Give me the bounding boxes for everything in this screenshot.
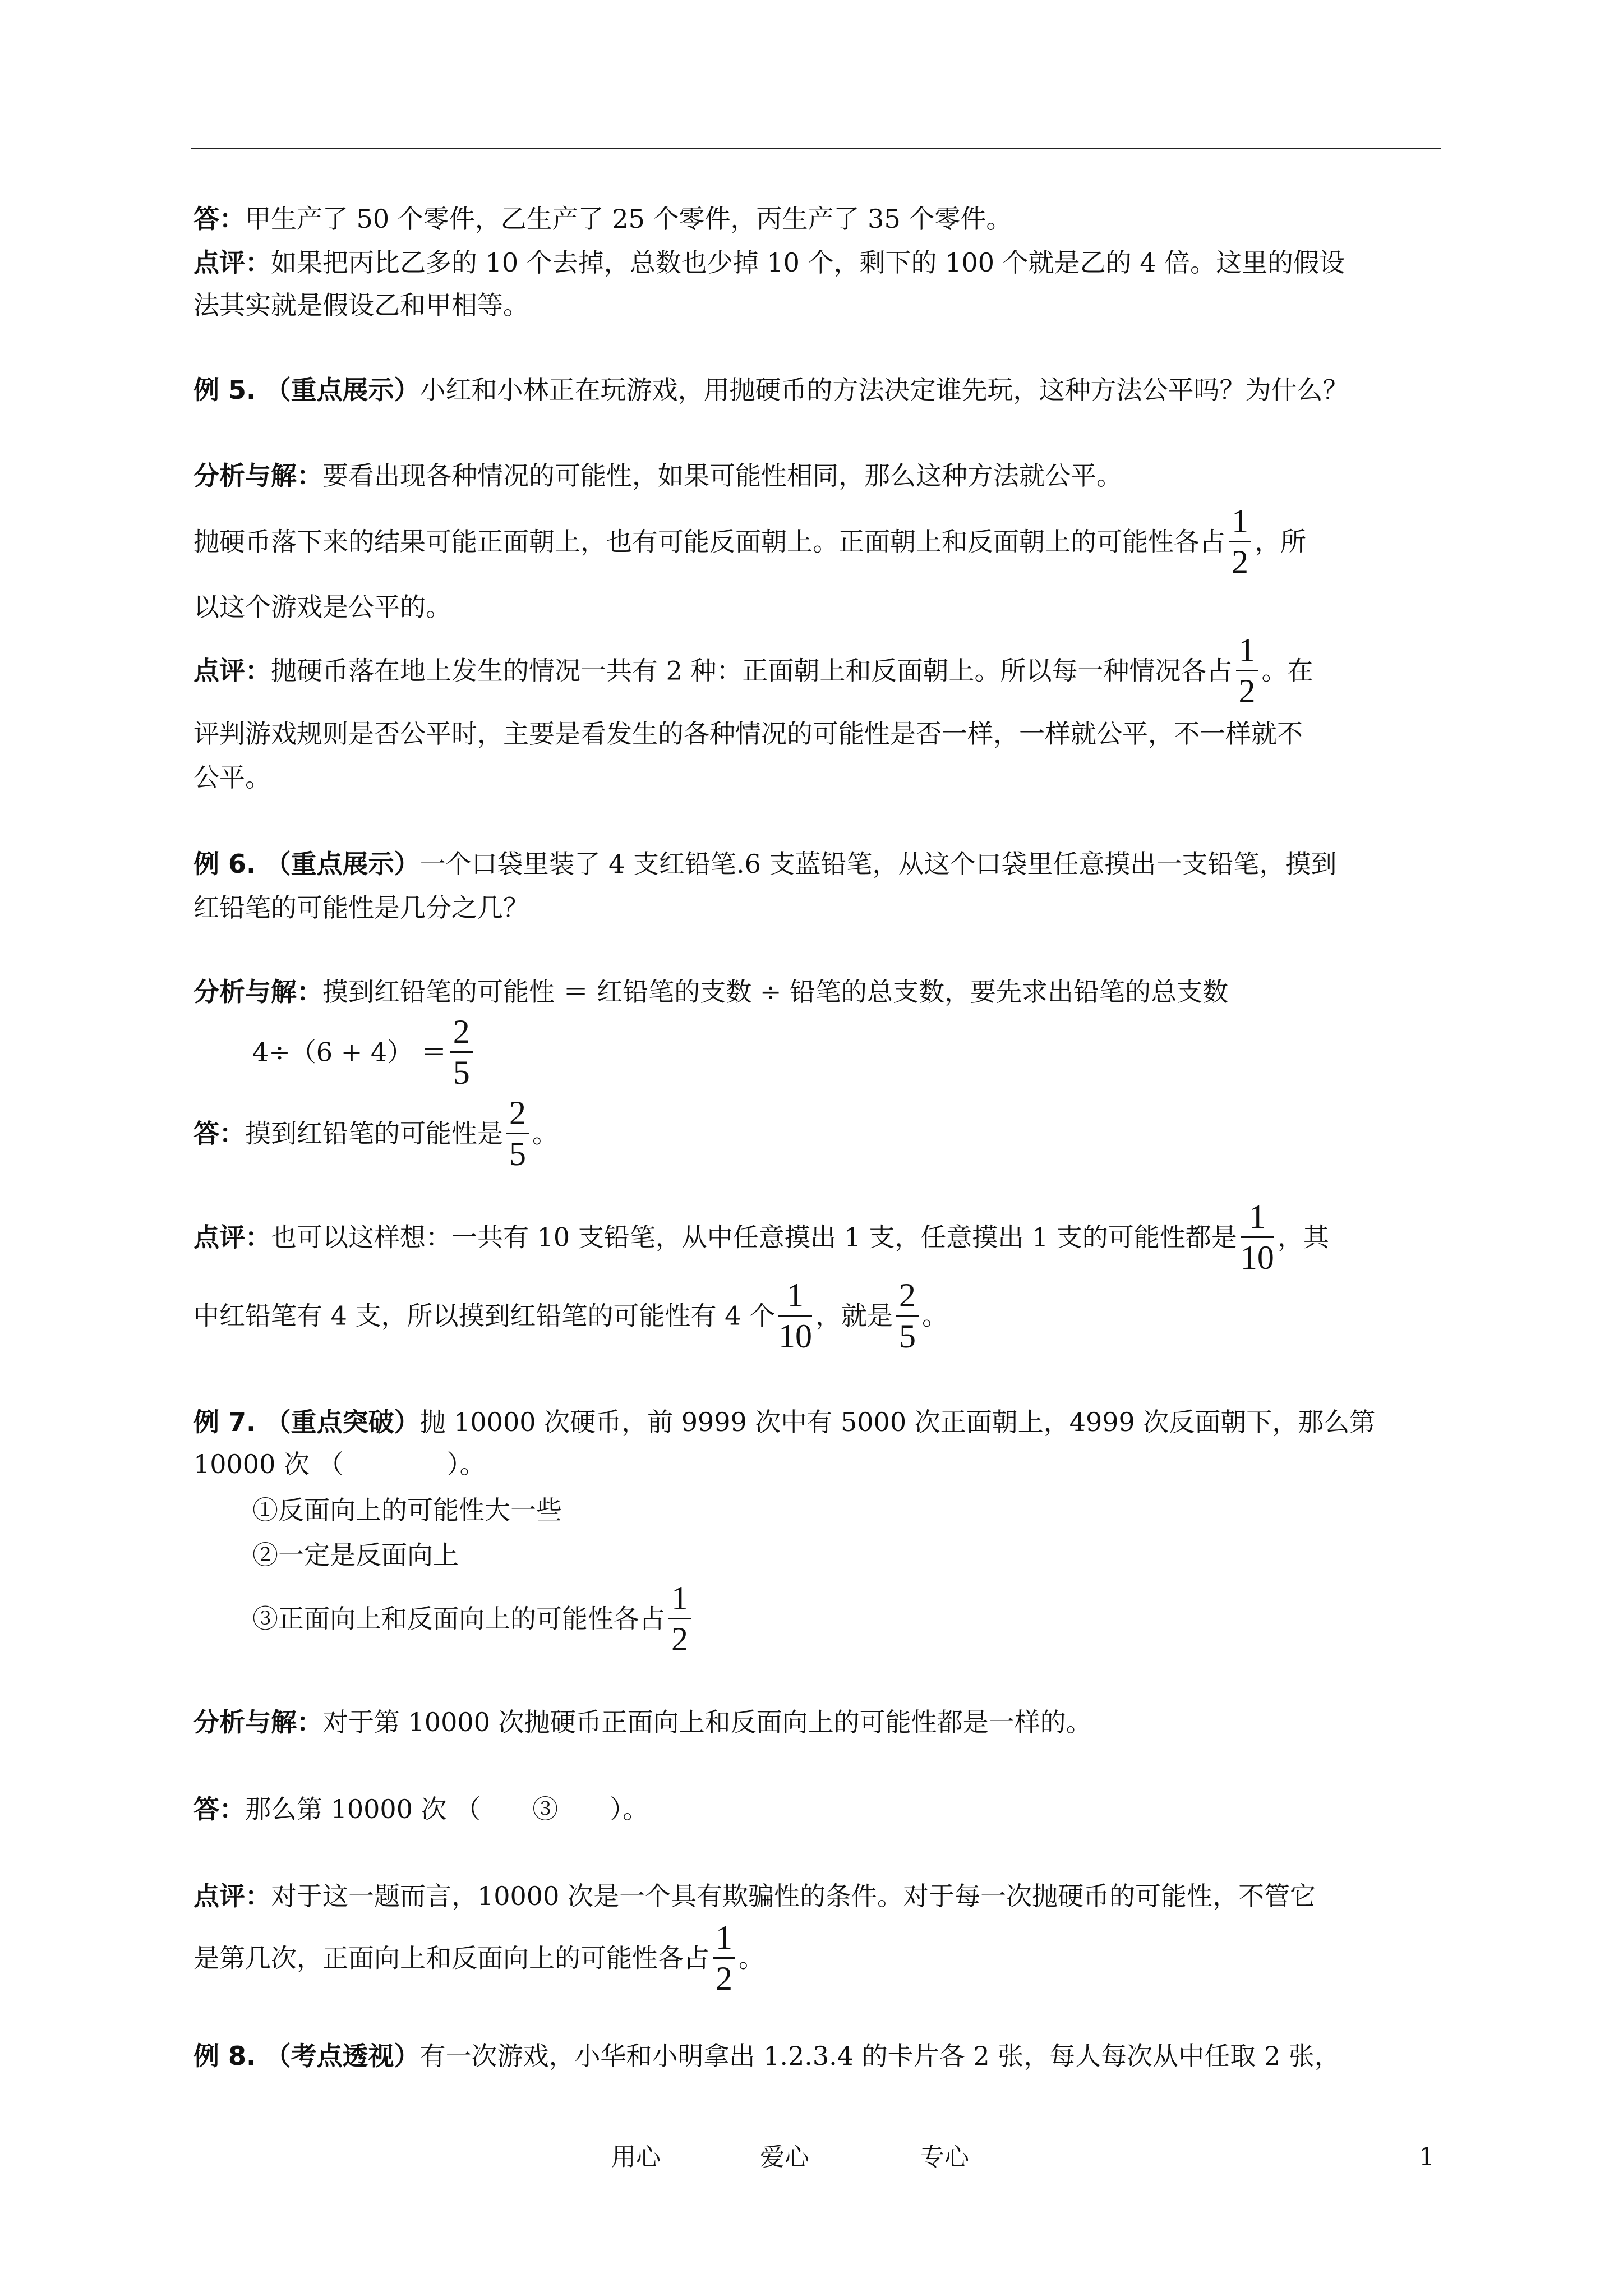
example-5-comment: 点评：抛硬币落在地上发生的情况一共有 2 种：正面朝上和反面朝上。所以每一种情况各占 $\frac{1}{2}$ 。在 <box>193 632 1313 710</box>
example-5-comment-3: 公平。 <box>193 762 271 793</box>
comment-line: 点评：如果把丙比乙多的 10 个去掉，总数也少掉 10 个，剩下的 100 个就是乙的 4 倍。这里的假设 <box>193 247 1345 278</box>
footer-text-3: 专心 <box>920 2143 969 2171</box>
fraction-two-fifths: $\frac{2}{5}$ <box>450 1013 473 1091</box>
example-6-answer: 答：摸到红铅笔的可能性是 $\frac{2}{5}$ 。 <box>193 1094 558 1172</box>
fraction-two-fifths: $\frac{2}{5}$ <box>506 1094 529 1172</box>
example-5-title: 例 5. （重点展示）小红和小林正在玩游戏，用抛硬币的方法决定谁先玩，这种方法公平吗？为什么？ <box>193 375 1349 405</box>
example-5-comment-2: 评判游戏规则是否公平时，主要是看发生的各种情况的可能性是否一样，一样就公平，不一样就不 <box>193 719 1303 749</box>
example-7-analysis: 分析与解：对于第 10000 次抛硬币正面向上和反面向上的可能性都是一样的。 <box>193 1707 1092 1737</box>
example-7-comment-2: 是第几次，正面向上和反面向上的可能性各占 $\frac{1}{2}$ 。 <box>193 1919 764 1997</box>
page-number: 1 <box>1419 2143 1435 2171</box>
example-8-title: 例 8. （考点透视）有一次游戏，小华和小明拿出 1.2.3.4 的卡片各 2 张，每人每次从中任取 2 张， <box>193 2041 1340 2071</box>
example-7-answer: 答：那么第 10000 次 （ ③ ）。 <box>193 1794 649 1824</box>
fraction-one-tenth: $\frac{1}{10}$ <box>778 1277 813 1355</box>
example-6-comment-2: 中红铅笔有 4 支，所以摸到红铅笔的可能性有 4 个 $\frac{1}{10}$ ，就是 $\frac{2}{5}$ 。 <box>193 1277 948 1355</box>
fraction-one-half: $\frac{1}{2}$ <box>1229 503 1251 581</box>
comment-line-2: 法其实就是假设乙和甲相等。 <box>193 290 529 320</box>
example-5-analysis-2: 抛硬币落下来的结果可能正面朝上，也有可能反面朝上。正面朝上和反面朝上的可能性各占 $\frac{1}{2}$ ，所 <box>193 503 1306 581</box>
example-6-title-2: 红铅笔的可能性是几分之几？ <box>193 892 529 923</box>
footer-text-2: 爱心 <box>760 2143 809 2171</box>
example-6-calc: 4÷（6 + 4） ＝ $\frac{2}{5}$ <box>252 1015 476 1093</box>
header-rule <box>191 148 1441 149</box>
example-7-title-2: 10000 次 （ ）。 <box>193 1449 486 1479</box>
example-7-title: 例 7. （重点突破）抛 10000 次硬币，前 9999 次中有 5000 次正面朝上，4999 次反面朝下，那么第 <box>193 1407 1376 1437</box>
example-7-option-3: ③正面向上和反面向上的可能性各占 $\frac{1}{2}$ <box>252 1582 694 1660</box>
answer-line: 答：甲生产了 50 个零件，乙生产了 25 个零件，丙生产了 35 个零件。 <box>193 204 1012 234</box>
example-6-title: 例 6. （重点展示）一个口袋里装了 4 支红铅笔.6 支蓝铅笔，从这个口袋里任意摸出一支铅笔，摸到 <box>193 849 1337 879</box>
example-7-option-2: ②一定是反面向上 <box>252 1540 459 1570</box>
example-6-analysis: 分析与解：摸到红铅笔的可能性 ＝ 红铅笔的支数 ÷ 铅笔的总支数，要先求出铅笔的总支数 <box>193 977 1229 1007</box>
example-7-comment: 点评：对于这一题而言，10000 次是一个具有欺骗性的条件。对于每一次抛硬币的可能性，不管它 <box>193 1881 1316 1911</box>
footer-text-1: 用心 <box>611 2143 661 2171</box>
example-5-analysis: 分析与解：要看出现各种情况的可能性，如果可能性相同，那么这种方法就公平。 <box>193 461 1122 491</box>
fraction-one-half: $\frac{1}{2}$ <box>1236 632 1258 710</box>
fraction-one-tenth: $\frac{1}{10}$ <box>1240 1198 1274 1276</box>
fraction-two-fifths: $\frac{2}{5}$ <box>896 1277 919 1355</box>
example-7-option-1: ①反面向上的可能性大一些 <box>252 1495 562 1525</box>
fraction-one-half: $\frac{1}{2}$ <box>668 1580 691 1658</box>
example-6-comment: 点评：也可以这样想：一共有 10 支铅笔，从中任意摸出 1 支，任意摸出 1 支的可能性都是 $\frac{1}{10}$ ，其 <box>193 1198 1329 1276</box>
fraction-one-half: $\frac{1}{2}$ <box>713 1919 735 1997</box>
example-5-analysis-3: 以这个游戏是公平的。 <box>193 592 451 622</box>
